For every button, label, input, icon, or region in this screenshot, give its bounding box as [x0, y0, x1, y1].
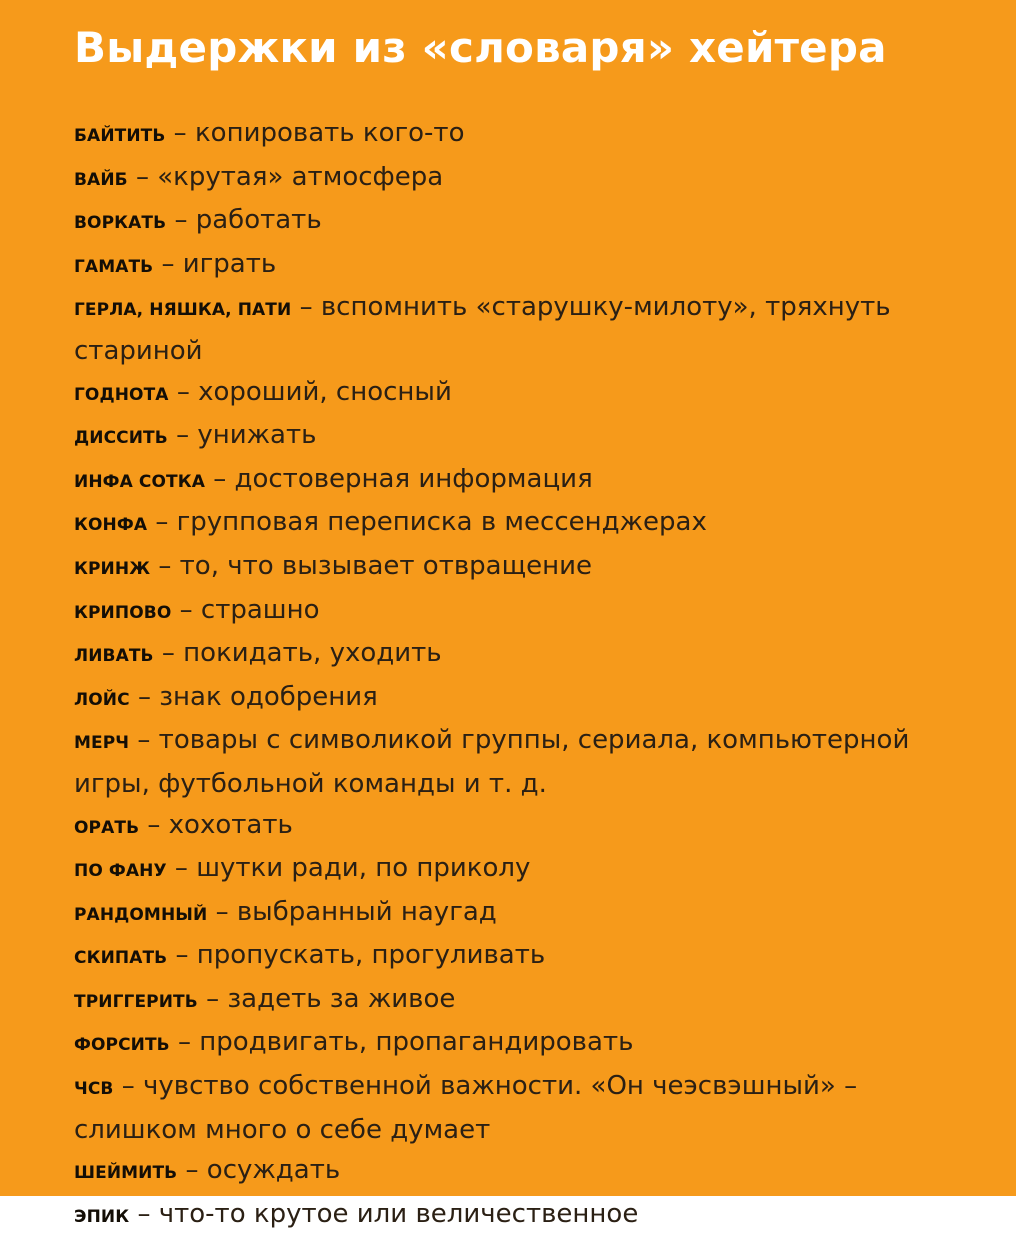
entry-dash: –: [171, 594, 201, 625]
entry-dash: –: [150, 550, 180, 581]
entry-term: ЭПИК: [74, 1206, 130, 1227]
glossary-entry: [74, 372, 974, 416]
entry-term: ЛИВАТЬ: [74, 646, 154, 667]
entry-dash: –: [167, 420, 198, 451]
entry-term: ПО ФАНУ: [74, 861, 167, 882]
entry-definition: покидать, уходить: [183, 638, 442, 669]
glossary-entry: [74, 157, 974, 201]
entry-dash: –: [167, 940, 197, 971]
entry-definition: копировать кого-то: [194, 118, 465, 148]
glossary-entry: [74, 633, 974, 677]
entry-term: ДИССИТЬ: [74, 428, 168, 449]
page-title: Выдержки из «словаря» хейтера: [74, 23, 887, 72]
entry-definition: пропускать, прогуливать: [196, 940, 546, 971]
entry-definition: выбранный наугад: [236, 896, 497, 927]
entry-dash: –: [207, 896, 237, 927]
entry-term: ФОРСИТЬ: [74, 1035, 170, 1056]
entry-term: МЕРЧ: [74, 733, 130, 754]
entry-definition: вспомнить «старушку-милоту», тряхнуть стариной: [74, 292, 891, 366]
entry-definition: задеть за живое: [227, 983, 456, 1014]
entry-term: ВОРКАТЬ: [74, 213, 167, 234]
entry-definition: хороший, сносный: [198, 376, 452, 407]
glossary-entry: [74, 287, 974, 371]
glossary-entry: [74, 720, 974, 804]
entry-definition: играть: [182, 248, 277, 279]
entry-term: БАЙТИТЬ: [74, 126, 166, 146]
entry-term: ЛОЙС: [74, 689, 130, 710]
glossary-entry: [74, 200, 974, 244]
entry-dash: –: [169, 1027, 200, 1058]
glossary-entry: [74, 805, 974, 849]
entry-term: ШЕЙМИТЬ: [74, 1163, 178, 1184]
entry-term: ОРАТЬ: [74, 817, 140, 838]
entry-definition: страшно: [200, 594, 320, 625]
glossary-entry: [74, 244, 974, 288]
entry-term: ЧСВ: [74, 1079, 114, 1100]
glossary-entry: [74, 848, 974, 892]
entry-dash: –: [153, 248, 183, 279]
entry-definition: чувство собственной важности. «Он чеэсвэшный» – слишком много о себе думает: [74, 1071, 858, 1145]
entry-term: КРИНЖ: [74, 558, 151, 579]
entry-definition: продвигать, пропагандировать: [199, 1027, 634, 1058]
entry-term: ВАЙБ: [74, 169, 128, 190]
entry-term: ТРИГГЕРИТЬ: [74, 991, 198, 1012]
glossary-entry: [74, 415, 974, 459]
entry-dash: –: [166, 853, 197, 884]
entry-dash: –: [168, 376, 199, 407]
glossary-entry: [74, 677, 974, 721]
entry-dash: –: [113, 1071, 144, 1102]
glossary-entry: [74, 1066, 974, 1150]
glossary-entry: [74, 502, 974, 546]
entry-dash: –: [147, 507, 177, 538]
entry-definition: групповая переписка в мессенджерах: [176, 507, 707, 538]
entry-dash: –: [291, 292, 321, 323]
entry-dash: –: [204, 463, 235, 494]
entry-term: СКИПАТЬ: [74, 948, 168, 969]
entry-definition: знак одобрения: [159, 681, 378, 712]
entry-definition: что-то крутое или величественное: [158, 1198, 639, 1229]
glossary-entry: [74, 892, 974, 936]
entry-definition: «крутая» атмосфера: [157, 161, 444, 192]
glossary-entry: [74, 590, 974, 634]
entry-definition: осуждать: [206, 1155, 341, 1186]
entry-dash: –: [165, 118, 195, 148]
entry-dash: –: [129, 725, 159, 756]
entry-dash: –: [129, 1198, 159, 1229]
glossary-list: [74, 113, 974, 1237]
glossary-entry: [74, 113, 974, 157]
entry-dash: –: [166, 205, 196, 236]
glossary-entry: [74, 546, 974, 590]
entry-term: КРИПОВО: [74, 602, 172, 623]
glossary-entry: [74, 1150, 974, 1194]
entry-term: ГОДНОТА: [74, 384, 169, 405]
entry-dash: –: [139, 809, 169, 840]
entry-definition: унижать: [197, 420, 317, 451]
entry-definition: хохотать: [168, 809, 293, 840]
glossary-entry: [74, 459, 974, 503]
entry-dash: –: [153, 638, 184, 669]
glossary-entry: [74, 979, 974, 1023]
entry-dash: –: [127, 161, 158, 192]
glossary-entry: [74, 1022, 974, 1066]
entry-term: ГАМАТЬ: [74, 256, 154, 277]
glossary-entry: [74, 935, 974, 979]
entry-definition: работать: [195, 205, 322, 236]
entry-definition: товары с символикой группы, сериала, компьютерной игры, футбольной команды и т. д.: [74, 725, 910, 799]
entry-definition: то, что вызывает отвращение: [179, 550, 592, 581]
entry-dash: –: [129, 681, 160, 712]
entry-term: ИНФА СОТКА: [74, 471, 205, 492]
entry-term: РАНДОМНЫЙ: [74, 904, 208, 925]
entry-definition: достоверная информация: [234, 463, 593, 494]
glossary-entry: [74, 1194, 974, 1237]
entry-term: ГЕРЛА, НЯШКА, ПАТИ: [74, 300, 292, 321]
entry-definition: шутки ради, по приколу: [196, 853, 531, 884]
entry-term: КОНФА: [74, 515, 148, 536]
entry-dash: –: [197, 983, 228, 1014]
entry-dash: –: [177, 1155, 207, 1186]
